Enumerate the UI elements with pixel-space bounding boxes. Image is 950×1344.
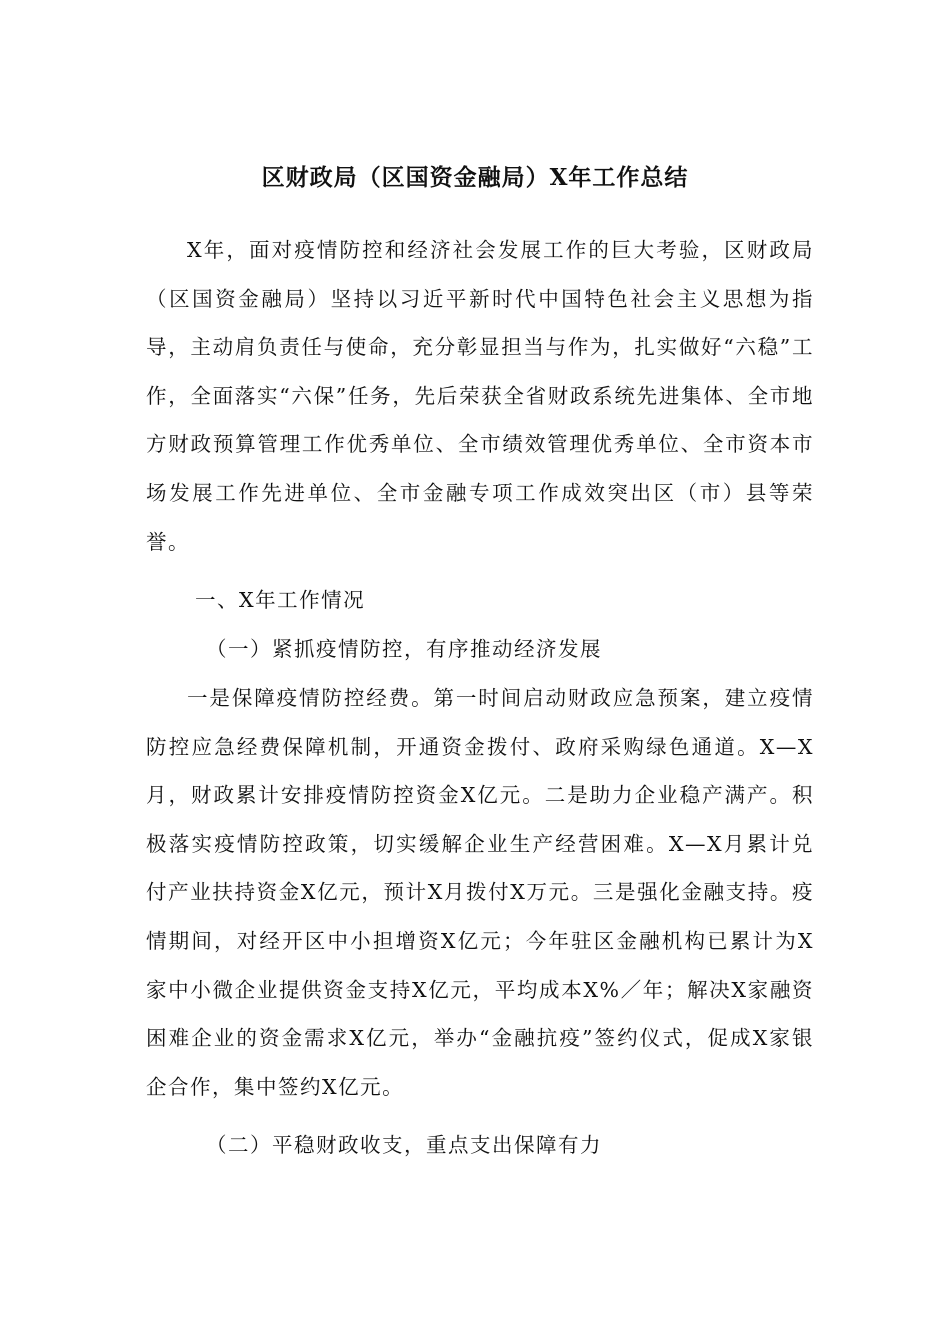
- document-title: 区财政局（区国资金融局）X年工作总结: [261, 164, 689, 191]
- intro-paragraph: X年，面对疫情防控和经济社会发展工作的巨大考验，区财政局（区国资金融局）坚持以习近平新时代中国特色社会主义思想为指导，主动肩负责任与使命，充分彰显担当与作为，扎实做好“六稳”工作，全面落实“六保”任务，先后荣获全省财政系统先进集体、全市地方财政预算管理工作优秀单位、全市绩效管理优秀单位、全市资本市场发展工作先进单位、全市金融专项工作成效突出区（市）县等荣誉。: [146, 238, 814, 554]
- subsection-1-heading: （一）紧抓疫情防控，有序推动经济发展: [206, 637, 602, 661]
- subsection-2-heading: （二）平稳财政收支，重点支出保障有力: [206, 1133, 602, 1157]
- subsection-1-paragraph: 一是保障疫情防控经费。第一时间启动财政应急预案，建立疫情防控应急经费保障机制，开通资金拨付、政府采购绿色通道。X—X月，财政累计安排疫情防控资金X亿元。二是助力企业稳产满产。积极落实疫情防控政策，切实缓解企业生产经营困难。X—X月累计兑付产业扶持资金X亿元，预计X月拨付X万元。三是强化金融支持。疫情期间，对经开区中小担增资X亿元；今年驻区金融机构已累计为X家中小微企业提供资金支持X亿元，平均成本X%／年；解决X家融资困难企业的资金需求X亿元，举办“金融抗疫”签约仪式，促成X家银企合作，集中签约X亿元。: [146, 686, 814, 1099]
- section-1-heading: 一、X年工作情况: [195, 588, 366, 612]
